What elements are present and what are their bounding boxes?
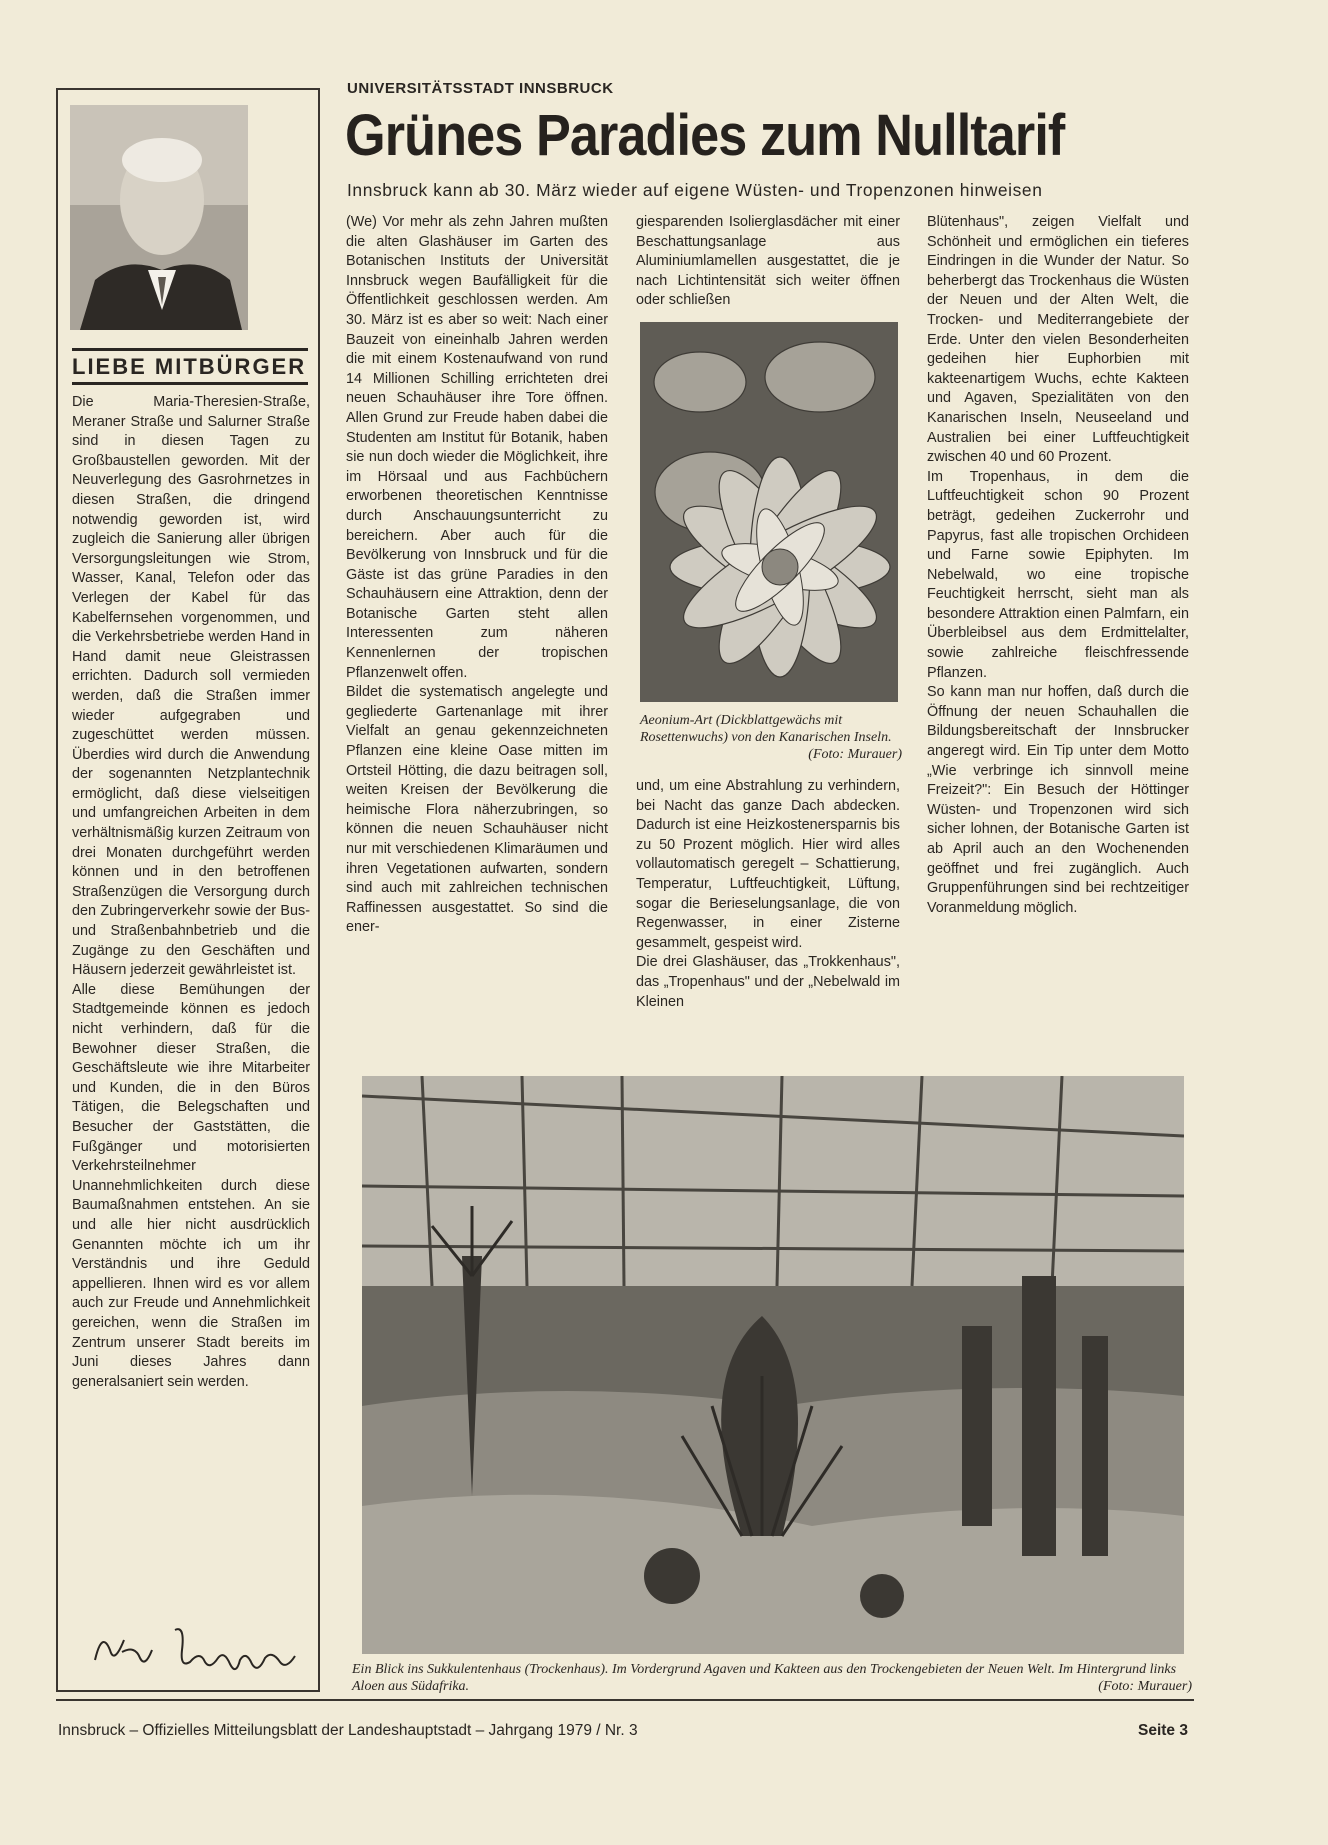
mayor-signature [90,1620,310,1680]
aeonium-photo [640,322,898,702]
sidebar-text [72,393,310,1392]
article-column-2-top [636,213,900,311]
article-paragraph: So kann man nur hoffen, daß durch die Öffnung der neuen Schauhallen die Bildungsbereitschaft der Innsbrucker angeregt wird. Ein Tip unter dem Motto „Wie verbringe ich sinnvoll meine Freizeit?": Ein Besuch der Höttinger Wüsten- und Tropenzonen wird sich sicher lohnen, der Botanische Garten ist ab April auch an den Wochenenden geöffnet und frei zugänglich. Auch Gruppenführungen sind bei rechtzeitiger Voranmeldung möglich. [927,684,1189,916]
article-column-1 [346,213,608,938]
mayor-portrait [70,105,248,330]
greenhouse-photo [362,1076,1184,1654]
article-paragraph: Blütenhaus", zeigen Vielfalt und Schönheit und ermöglichen ein tieferes Eindringen in die Wunder der Natur. So beherbergt das Trockenhaus die Wüsten der Neuen und der Alten Welt, die Trocken- und Mediterrangebiete der Erde. Unter den vielen Besonderheiten gedeihen hier Euphorbien mit kakteenartigem Wuchs, echte Kakteen und Agaven, Spezialitäten von den Kanarischen Inseln, Neuseeland und Australien bei einer Luftfeuchtigkeit zwischen 40 und 60 Prozent. [927,214,1189,466]
sidebar-paragraph: Die Maria-Theresien-Straße, Meraner Straße und Salurner Straße sind in diesen Tagen zu Großbaustellen geworden. Mit der Neuverlegung des Gasrohrnetzes in diesen Straßen, die dringend notwendig geworden ist, wird zugleich die Sanierung aller übrigen Versorgungsleitungen wie Strom, Wasser, Kanal, Telefon oder das Verlegen der Kabel für das Kabelfernsehen vorgenommen, und die Verkehrsbetriebe werden Hand in Hand damit neue Gleistrassen errichten. Dadurch soll vermieden werden, daß die Straßen immer wieder aufgegraben und zugeschüttet werden müssen. Überdies wird durch die Anwendung der sogenannten Netzplantechnik ermöglicht, daß diese vielseitigen und umfangreichen Arbeiten in dem verhältnismäßig kurzen Zeitraum von drei Monaten durchgeführt werden können und in den betroffenen Straßenzügen die Versorgung durch den Zubringerverkehr sowie der Bus- und Straßenbahnbetrieb und die Zugänge zu den Geschäften und Häusern jederzeit gewährleistet ist. [72,394,310,979]
article-paragraph: Im Tropenhaus, in dem die Luftfeuchtigkeit schon 90 Prozent beträgt, gedeihen Zuckerrohr und Papyrus, fast alle tropischen Orchideen und Farne sowie Epiphyten. Im Nebelwald, wo eine tropische Feuchtigkeit herrscht, sieht man als besondere Attraktion einen Palmfarn, ein Überbleibsel aus dem Erdmittelalter, sowie zahlreiche fleischfressende Pflanzen. [927,468,1189,681]
article-paragraph: Die drei Glashäuser, das „Trokkenhaus", das „Tropenhaus" und der „Nebelwald im Kleinen [636,954,900,1010]
subheadline: Innsbruck kann ab 30. März wieder auf eigene Wüsten- und Tropenzonen hinweisen [347,180,1043,200]
article-paragraph: giesparenden Isolierglasdächer mit einer Beschattungsanlage aus Aluminiumlamellen ausgestattet, die je nach Lichtintensität sich weiter öffnen oder schließen [636,214,900,309]
photo2-credit: (Foto: Murauer) [1098,1679,1192,1694]
headline: Grünes Paradies zum Nulltarif [345,103,1065,168]
photo2-caption [352,1661,1192,1695]
kicker: UNIVERSITÄTSSTADT INNSBRUCK [347,80,614,97]
sidebar-heading: LIEBE MITBÜRGER [72,348,308,385]
photo1-caption-text: Aeonium-Art (Dickblattgewächs mit Rosettenwuchs) von den Kanarischen Inseln. [640,713,892,745]
footer-text: Innsbruck – Offizielles Mitteilungsblatt der Landeshauptstadt – Jahrgang 1979 / Nr. 3 [58,1722,638,1739]
article-paragraph: und, um eine Abstrahlung zu verhindern, bei Nacht das ganze Dach abdecken. Dadurch ist eine Heizkostenersparnis bis zu 50 Prozent möglich. Hier wird alles vollautomatisch geregelt – Schattierung, Temperatur, Luftfeuchtigkeit, Lüftung, sogar die Berieselungsanlage, die von Regenwasser, in einer Zisterne gesammelt, gespeist wird. [636,778,900,951]
article-paragraph: (We) Vor mehr als zehn Jahren mußten die alten Glashäuser im Garten des Botanischen Instituts der Universität Innsbruck wegen Baufälligkeit für die Öffentlichkeit geschlossen werden. Am 30. März ist es aber so weit: Nach einer Bauzeit von eineinhalb Jahren werden die mit einem Kostenaufwand von rund 14 Millionen Schilling errichteten drei neuen Schauhäuser ihre Tore öffnen. Allen Grund zur Freude haben dabei die Studenten am Institut für Botanik, haben sie nun doch wieder die Möglichkeit, ihre im Hörsaal und aus Fachbüchern erworbenen theoretischen Kenntnisse durch Anschauungsunterricht zu bereichern. Aber auch für die Bevölkerung von Innsbruck und für die Gäste ist das grüne Paradies in den Schauhäusern eine Attraktion, denn der Botanische Garten steht allen Interessenten zum näheren Kennenlernen der tropischen Pflanzenwelt offen. [346,214,608,681]
article-column-3 [927,213,1189,918]
article-paragraph: Bildet die systematisch angelegte und gegliederte Gartenanlage mit ihrer Vielfalt an genau gekennzeichneten Pflanzen eine kleine Oase mitten im Ortsteil Hötting, die dazu beitragen soll, weiten Kreisen der Bevölkerung die heimische Flora näherzubringen, so können die neuen Schauhäuser nicht nur mit verschiedenen Klimaräumen und ihren Vegetationen aufwarten, sondern sind auch mit zahlreichen technischen Raffinessen ausgestattet. So sind die ener- [346,684,608,936]
photo2-caption-text: Ein Blick ins Sukkulentenhaus (Trockenhaus). Im Vordergrund Agaven und Kakteen aus den Trockengebieten der Neuen Welt. Im Hintergrund links Aloen aus Südafrika. [352,1662,1177,1694]
sidebar-paragraph: Alle diese Bemühungen der Stadtgemeinde können es jedoch nicht verhindern, daß für die Bewohner dieser Straßen, die Geschäftsleute wie ihre Mitarbeiter und Kunden, die in den Büros Tätigen, die Belegschaften und Besucher der Gaststätten, die Fußgänger und motorisierten Verkehrsteilnehmer Unannehmlichkeiten durch diese Baumaßnahmen entstehen. An sie und alle hier nicht ausdrücklich Genannten möchte ich um ihr Verständnis und ihre Geduld appellieren. Ihnen wird es vor allem auch zur Freude und Annehmlichkeit gereichen, wenn die Straßen im Zentrum unserer Stadt bereits im Juni dieses Jahres dann generalsaniert sein werden. [72,981,310,1390]
page-number: Seite 3 [1138,1722,1188,1739]
photo1-caption [640,712,902,763]
footer-rule [56,1699,1194,1701]
photo1-credit: (Foto: Murauer) [808,747,902,762]
article-column-2-bottom [636,777,900,1012]
